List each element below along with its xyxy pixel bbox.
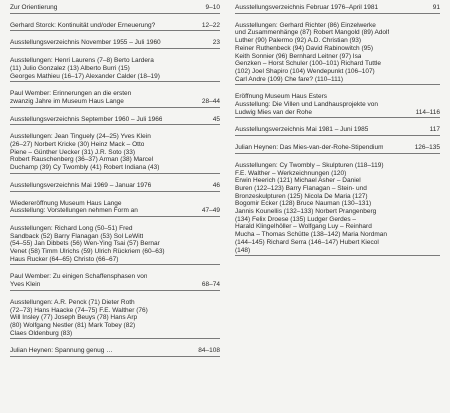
toc-line bbox=[235, 247, 440, 255]
toc-text: Bronzeskulpturen (125) Nicola De Maria (127) bbox=[235, 192, 368, 200]
toc-page-number: 114–116 bbox=[415, 108, 440, 116]
toc-text: (134) Felix Droese (135) Ludger Gerdes – bbox=[235, 215, 357, 223]
toc-line bbox=[10, 116, 220, 124]
toc-page-number: 28–44 bbox=[201, 97, 220, 105]
toc-text: und Zusammenhänge (87) Robert Mangold (89) Adolf bbox=[235, 29, 390, 37]
toc-line bbox=[10, 73, 220, 81]
toc-page-number: 91 bbox=[432, 4, 440, 11]
toc-entry bbox=[10, 223, 220, 266]
toc-text: Erwin Heerich (121) Michael Asher – Daniel bbox=[235, 177, 361, 185]
toc-line bbox=[235, 216, 440, 224]
toc-text: Sandback (52) Barry Flanagan (53) Sol LeWitt bbox=[10, 232, 144, 240]
toc-text: Buren (122–123) Barry Flanagan – Stein- und bbox=[235, 184, 367, 192]
toc-page-number: 84–108 bbox=[198, 347, 220, 355]
toc-text: Piene – Günther Uecker (31) J.R. Soto (33) bbox=[10, 148, 136, 156]
toc-text: Bogomir Ecker (128) Bruce Nauman (130–131) bbox=[235, 200, 372, 208]
toc-page-number: 45 bbox=[212, 115, 220, 123]
toc-line bbox=[10, 65, 220, 73]
toc-text: (72–73) Hans Haacke (74–75) F.E. Walther (76) bbox=[10, 306, 148, 314]
toc-text: Ausstellung: Vorstellungen nehmen Form an bbox=[10, 207, 138, 215]
toc-line bbox=[10, 256, 220, 264]
toc-text: Genzken – Horst Schuler (100–101) Richard Tuttle bbox=[235, 60, 381, 68]
toc-text: Mucha – Thomas Schütte (138–142) Maria Nordman bbox=[235, 231, 387, 239]
toc-line bbox=[235, 68, 440, 76]
toc-text: Georges Mathieu (16–17) Alexander Calder (18–19) bbox=[10, 72, 160, 80]
toc-line bbox=[10, 307, 220, 315]
toc-line bbox=[10, 200, 220, 208]
toc-line bbox=[235, 223, 440, 231]
toc-text: Ausstellungen: Cy Twombly – Skulpturen (118–119) bbox=[235, 161, 384, 169]
toc-page-number: 117 bbox=[429, 126, 440, 134]
toc-entry bbox=[10, 37, 220, 49]
toc-text: Yves Klein bbox=[10, 281, 41, 289]
toc-text: Eröffnung Museum Haus Esters bbox=[235, 93, 328, 101]
toc-text: Claes Oldenburg (83) bbox=[10, 329, 73, 337]
toc-entry bbox=[235, 124, 440, 136]
toc-entry bbox=[235, 91, 440, 118]
toc-text: Ausstellungsverzeichnis Mai 1981 – Juni 1985 bbox=[235, 126, 369, 134]
toc-page-number: 46 bbox=[212, 181, 220, 189]
toc-entry bbox=[235, 142, 440, 154]
toc-text: Paul Wember: Zu einigen Schaffensphasen von bbox=[10, 273, 148, 281]
toc-line bbox=[10, 133, 220, 141]
toc-line bbox=[235, 76, 440, 84]
toc-text: (144–145) Richard Serra (146–147) Hubert Kiecol bbox=[235, 238, 379, 246]
toc-text: Paul Wember: Erinnerungen an die ersten bbox=[10, 90, 132, 98]
toc-page-number: 12–22 bbox=[201, 21, 220, 29]
toc-text: (11) Julio Gonzalez (13) Alberto Burri (15) bbox=[10, 64, 130, 72]
toc-entry bbox=[235, 160, 440, 256]
toc-text: Ausstellungsverzeichnis Mai 1969 – Januar 1976 bbox=[10, 181, 152, 189]
toc-text: Duchamp (39) Cy Twombly (41) Robert Indiana (43) bbox=[10, 164, 160, 172]
toc-text: Ausstellungen: Gerhard Richter (86) Einzelwerke bbox=[235, 21, 376, 29]
toc-page-number: 126–135 bbox=[414, 144, 440, 152]
toc-text: (26–27) Norbert Kricke (30) Heinz Mack – Otto bbox=[10, 141, 145, 149]
toc-line bbox=[235, 109, 440, 117]
toc-entry bbox=[10, 271, 220, 290]
toc-text: Ausstellungen: Henri Laurens (7–8) Berto Lardera bbox=[10, 57, 154, 65]
toc-line bbox=[10, 39, 220, 47]
toc-text: Luther (90) Palermo (92) A.D. Christian (93) bbox=[235, 37, 362, 45]
toc-line bbox=[235, 239, 440, 247]
toc-text: Ausstellungsverzeichnis November 1955 – Juli 1960 bbox=[10, 39, 161, 47]
toc-entry bbox=[10, 55, 220, 82]
toc-line bbox=[235, 193, 440, 201]
toc-line bbox=[235, 101, 440, 109]
toc-entry bbox=[10, 198, 220, 217]
toc-line bbox=[10, 322, 220, 330]
toc-line bbox=[235, 53, 440, 61]
left-column bbox=[10, 2, 220, 363]
toc-line bbox=[10, 57, 220, 65]
toc-text: Haus Rucker (64–65) Christo (66–67) bbox=[10, 255, 119, 263]
toc-entry bbox=[10, 180, 220, 192]
toc-line bbox=[235, 162, 440, 170]
toc-text: Julian Heynen: Das Mies-van-der-Rohe-Stipendium bbox=[235, 144, 384, 152]
toc-line bbox=[10, 248, 220, 256]
toc-line bbox=[10, 273, 220, 281]
toc-line bbox=[235, 45, 440, 53]
toc-text: (80) Wolfgang Nestler (81) Mark Tobey (82) bbox=[10, 321, 136, 329]
toc-line bbox=[235, 29, 440, 37]
toc-line bbox=[10, 299, 220, 307]
toc-entry bbox=[10, 345, 220, 357]
toc-line bbox=[10, 330, 220, 338]
toc-line bbox=[235, 93, 440, 101]
toc-page-number: 23 bbox=[212, 39, 220, 47]
toc-line bbox=[10, 281, 220, 289]
toc-text: Ausstellungsverzeichnis Februar 1976–April 1981 bbox=[235, 4, 379, 11]
toc-text: Ausstellungsverzeichnis September 1960 – Juli 1966 bbox=[10, 115, 163, 123]
toc-entry bbox=[235, 20, 440, 86]
toc-line bbox=[235, 208, 440, 216]
toc-page-number: 47–49 bbox=[201, 207, 220, 215]
toc-line bbox=[235, 126, 440, 134]
toc-text: (148) bbox=[235, 246, 251, 254]
toc-line bbox=[10, 182, 220, 190]
toc-line bbox=[10, 141, 220, 149]
toc-text: Wiedereröffnung Museum Haus Lange bbox=[10, 199, 122, 207]
toc-text: Keith Sonnier (96) Bernhard Leitner (97) Isa bbox=[235, 52, 362, 60]
toc-page-number: 9–10 bbox=[205, 4, 220, 11]
toc-line bbox=[235, 60, 440, 68]
toc-text: Zur Orientierung bbox=[10, 4, 58, 11]
toc-line bbox=[235, 170, 440, 178]
toc-line bbox=[10, 207, 220, 215]
toc-text: F.E. Walther – Werkzeichnungen (120) bbox=[235, 169, 347, 177]
toc-entry bbox=[10, 131, 220, 174]
toc-text: zwanzig Jahre im Museum Haus Lange bbox=[10, 97, 124, 105]
toc-line bbox=[10, 156, 220, 164]
toc-line bbox=[10, 149, 220, 157]
toc-line bbox=[10, 240, 220, 248]
toc-line bbox=[235, 4, 440, 12]
toc-entry bbox=[235, 2, 440, 14]
toc-text: Ludwig Mies van der Rohe bbox=[235, 108, 312, 116]
toc-line bbox=[10, 347, 220, 355]
toc-text: Robert Rauschenberg (36–37) Arman (38) Marcel bbox=[10, 156, 154, 164]
right-column bbox=[235, 2, 440, 262]
toc-text: Ausstellungen: Richard Long (50–51) Fred bbox=[10, 224, 133, 232]
toc-text: Harald Klingelhöller – Wolfgang Luy – Reinhard bbox=[235, 223, 372, 231]
toc-text: Jannis Kounellis (132–133) Norbert Prangenberg bbox=[235, 208, 377, 216]
toc-page-number: 68–74 bbox=[201, 281, 220, 289]
toc-text: Julian Heynen: Spannung genug … bbox=[10, 347, 113, 355]
toc-line bbox=[10, 233, 220, 241]
toc-line bbox=[235, 144, 440, 152]
toc-text: Gerhard Storck: Kontinuität und/oder Erneuerung? bbox=[10, 21, 156, 29]
toc-entry bbox=[10, 114, 220, 126]
toc-line bbox=[10, 4, 220, 12]
toc-text: Ausstellungen: Jean Tinguely (24–25) Yves Klein bbox=[10, 133, 151, 141]
toc-text: Venet (58) Timm Ulrichs (59) Ulrich Rückriem (60–63) bbox=[10, 248, 165, 256]
toc-line bbox=[235, 37, 440, 45]
toc-entry bbox=[10, 20, 220, 32]
toc-line bbox=[10, 90, 220, 98]
toc-text: Will Insley (77) Joseph Beuys (78) Hans Arp bbox=[10, 314, 138, 322]
toc-line bbox=[235, 231, 440, 239]
toc-line bbox=[235, 185, 440, 193]
toc-text: Ausstellungen: A.R. Penck (71) Dieter Roth bbox=[10, 298, 135, 306]
toc-line bbox=[10, 225, 220, 233]
toc-text: Ausstellung: Die Villen und Landhausprojekte von bbox=[235, 101, 378, 109]
toc-line bbox=[235, 177, 440, 185]
toc-line bbox=[235, 22, 440, 30]
toc-line bbox=[10, 164, 220, 172]
toc-line bbox=[10, 98, 220, 106]
toc-text: Carl Andre (109) Che fare? (110–111) bbox=[235, 75, 344, 83]
toc-line bbox=[10, 314, 220, 322]
toc-line bbox=[235, 200, 440, 208]
toc-text: (102) Joel Shapiro (104) Wendepunkt (106–107) bbox=[235, 67, 375, 75]
toc-entry bbox=[10, 297, 220, 340]
toc-line bbox=[10, 22, 220, 30]
toc-entry bbox=[10, 2, 220, 14]
toc-text: Reiner Ruthenbeck (94) David Rabinowitch (95) bbox=[235, 44, 374, 52]
toc-text: (54–55) Jan Dibbets (56) Wen-Ying Tsai (57) Bernar bbox=[10, 240, 160, 248]
toc-entry bbox=[10, 88, 220, 107]
